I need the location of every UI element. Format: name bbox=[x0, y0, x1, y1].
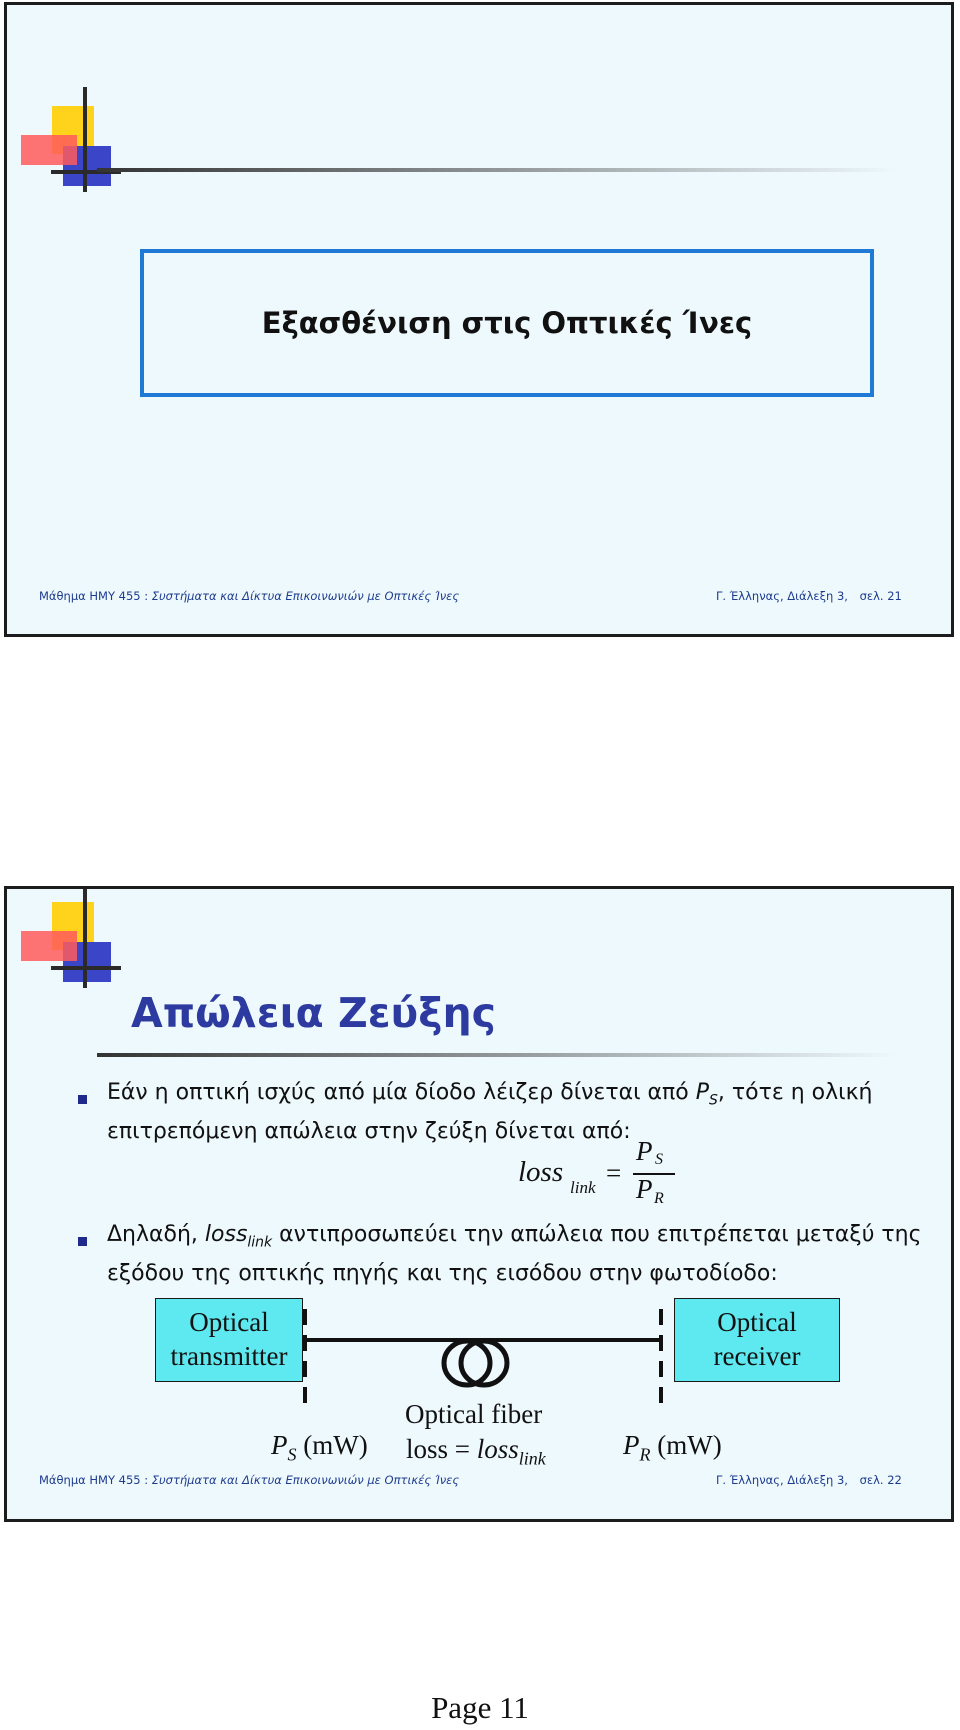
footer-slide-number: σελ. 21 bbox=[859, 589, 902, 603]
pr-label bbox=[623, 1430, 722, 1465]
equation-numerator-sub: S bbox=[655, 1151, 663, 1168]
slide-22 bbox=[4, 886, 954, 1522]
footer-course-prefix: Μάθημα ΗΜΥ 455 : bbox=[39, 1473, 152, 1487]
bullet-2-var-sub: link bbox=[247, 1234, 273, 1251]
transmitter-label-1: Optical bbox=[189, 1307, 269, 1337]
equation-numerator: P bbox=[636, 1136, 653, 1166]
equation-lhs: loss bbox=[518, 1156, 564, 1188]
bullet-1-var-sub: S bbox=[709, 1092, 718, 1109]
loss-label-sub: link bbox=[518, 1448, 546, 1469]
bullet-2-text-a: Δηλαδή, bbox=[107, 1222, 205, 1247]
slide-logo-icon bbox=[17, 83, 127, 198]
footer-author bbox=[716, 589, 902, 603]
slide-title: Εξασθένιση στις Οπτικές Ίνες bbox=[261, 306, 753, 340]
bullet-2-var: loss bbox=[204, 1222, 248, 1247]
ps-var: P bbox=[271, 1430, 288, 1460]
ps-sub: S bbox=[287, 1444, 297, 1465]
equation-denominator-sub: R bbox=[654, 1190, 664, 1207]
equation-denominator: P bbox=[636, 1174, 653, 1204]
ps-unit: (mW) bbox=[296, 1430, 368, 1460]
bullet-1-text-b: , τότε η ολική επιτρεπόμενη απώλεια στην ζεύξη δίνεται από: bbox=[107, 1080, 873, 1145]
slide-21 bbox=[4, 2, 954, 637]
ps-label bbox=[271, 1430, 368, 1465]
footer-author bbox=[716, 1473, 902, 1487]
footer-course-prefix: Μάθημα ΗΜΥ 455 : bbox=[39, 589, 152, 603]
optical-transmitter-box bbox=[155, 1298, 303, 1382]
title-rule bbox=[97, 168, 897, 172]
pr-var: P bbox=[623, 1430, 640, 1460]
fiber-label: Optical fiber bbox=[405, 1399, 543, 1429]
bullet-2-text-b: αντιπροσωπεύει την απώλεια που επιτρέπεται μεταξύ της εξόδου της οπτικής πηγής και της εισόδου στην φωτοδίοδο: bbox=[107, 1222, 922, 1287]
footer-course bbox=[39, 1473, 459, 1487]
loss-label-var: loss bbox=[476, 1434, 519, 1464]
footer-author-text: Γ. Έλληνας, Διάλεξη 3, bbox=[716, 589, 848, 603]
footer-author-text: Γ. Έλληνας, Διάλεξη 3, bbox=[716, 1473, 848, 1487]
title-box bbox=[140, 249, 874, 397]
loss-label bbox=[406, 1434, 546, 1469]
slide-title: Απώλεια Ζεύξης bbox=[131, 989, 496, 1037]
equation-equals: = bbox=[606, 1158, 622, 1188]
pr-unit: (mW) bbox=[650, 1430, 722, 1460]
footer-course-title: Συστήματα και Δίκτυα Επικοινωνιών με Οπτικές Ίνες bbox=[151, 589, 460, 603]
equation-lhs-sub: link bbox=[570, 1178, 596, 1197]
loss-label-text: loss = bbox=[406, 1434, 477, 1464]
receiver-label-1: Optical bbox=[717, 1307, 797, 1337]
optical-receiver-box bbox=[674, 1298, 840, 1382]
bullet-1-text-a: Εάν η οπτική ισχύς από μία δίοδο λέιζερ δίνεται από bbox=[107, 1080, 696, 1105]
page-number: Page 11 bbox=[431, 1690, 529, 1725]
pr-sub: R bbox=[639, 1444, 651, 1465]
bullet-1-var: P bbox=[695, 1080, 709, 1105]
footer-course-title: Συστήματα και Δίκτυα Επικοινωνιών με Οπτικές Ίνες bbox=[151, 1473, 460, 1487]
footer-course bbox=[39, 589, 459, 603]
footer-slide-number: σελ. 22 bbox=[859, 1473, 902, 1487]
transmitter-label-2: transmitter bbox=[170, 1341, 288, 1371]
receiver-label-2: receiver bbox=[713, 1341, 801, 1371]
